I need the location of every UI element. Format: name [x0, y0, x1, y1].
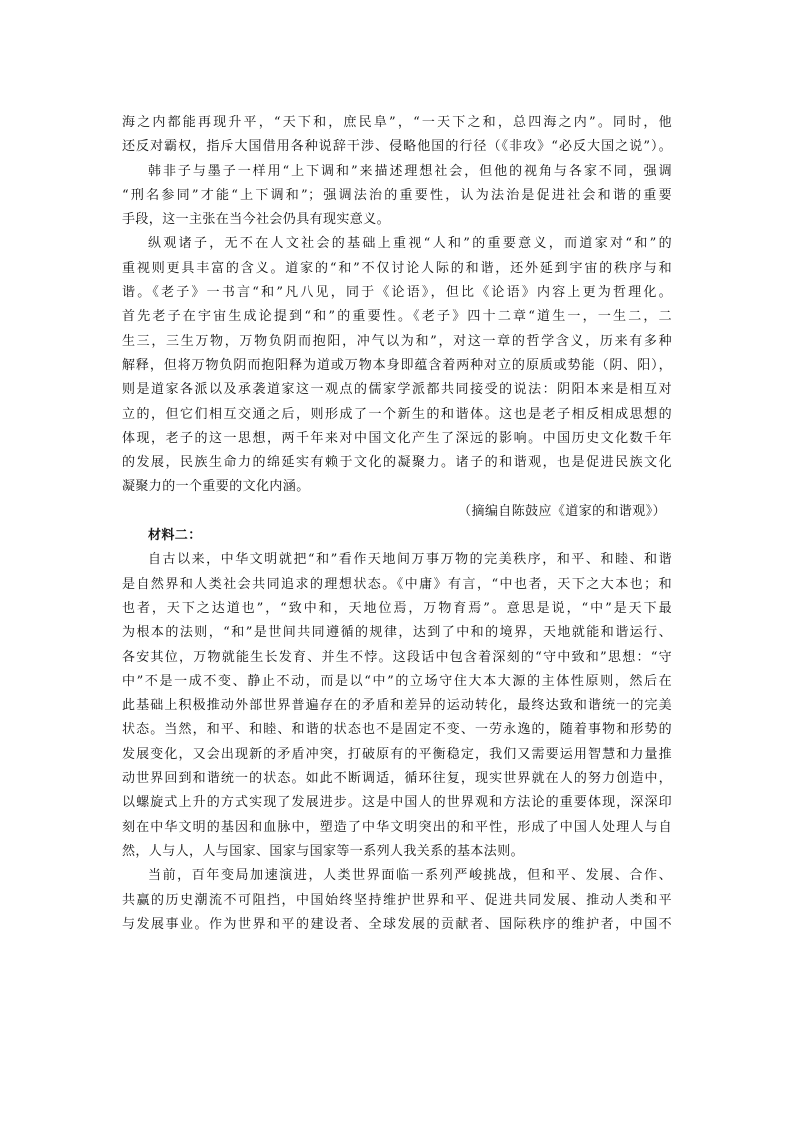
- text-line: 以螺旋式上升的方式实现了发展进步。这是中国人的世界观和方法论的重要体现，深深印: [122, 795, 672, 811]
- paragraph-end-line: 手段，这一主张在当今社会仍具有现实意义。: [122, 212, 391, 228]
- text-line: 首先老子在宇宙生成论提到“和”的重要性。《老子》四十二章“道生一，一生二，二: [122, 309, 672, 325]
- text-line: 与发展事业。作为世界和平的建设者、全球发展的贡献者、国际秩序的维护者，中国不: [122, 916, 672, 932]
- text-line: 此基础上积极推动外部世界普遍存在的矛盾和差异的运动转化，最终达致和谐统一的完美: [122, 698, 672, 714]
- paragraph-start-line: 纵观诸子，无不在人文社会的基础上重视“人和”的重要意义，而道家对“和”的: [148, 236, 672, 252]
- paragraph-end-line: 然，人与人，人与国家、国家与国家等一系列人我关系的基本法则。: [122, 843, 525, 859]
- text-line: 生三，三生万物，万物负阴而抱阳，冲气以为和”，对这一章的哲学含义，历来有多种: [122, 333, 672, 349]
- text-line: 发展变化，又会出现新的矛盾冲突，打破原有的平衡稳定，我们又需要运用智慧和力量推: [122, 746, 672, 762]
- paragraph-start-line: 自古以来，中华文明就把“和”看作天地间万事万物的完美秩序，和平、和睦、和谐: [148, 552, 672, 568]
- text-line: “刑名参同”才能“上下调和”；强调法治的重要性，认为法治是促进社会和谐的重要: [122, 187, 672, 203]
- text-line: 还反对霸权，指斥大国借用各种说辞干涉、侵略他国的行径（《非攻》“必反大国之说”）。: [122, 139, 672, 155]
- text-line: 谐。《老子》一书言“和”凡八见，同于《论语》，但比《论语》内容上更为哲理化。: [122, 285, 672, 301]
- text-line: 重视则更具丰富的含义。道家的“和”不仅讨论人际的和谐，还外延到宇宙的秩序与和: [122, 260, 672, 276]
- text-line: 刻在中华文明的基因和血脉中，塑造了中华文明突出的和平性，形成了中国人处理人与自: [122, 819, 672, 835]
- text-line: 动世界回到和谐统一的状态。如此不断调适，循环往复，现实世界就在人的努力创造中，: [122, 771, 672, 787]
- text-line: 体现，老子的这一思想，两千年来对中国文化产生了深远的影响。中国历史文化数千年: [122, 430, 672, 446]
- text-line: 各安其位，万物就能生长发育、并生不悖。这段话中包含着深刻的“守中致和”思想：“守: [122, 649, 672, 665]
- text-line: 立的，但它们相互交通之后，则形成了一个新生的和谐体。这也是老子相反相成思想的: [122, 406, 672, 422]
- text-line: 是自然界和人类社会共同追求的理想状态。《中庸》有言，“中也者，天下之大本也；和: [122, 576, 672, 592]
- text-line: 海之内都能再现升平，“天下和，庶民阜”，“一天下之和，总四海之内”。同时，他: [122, 115, 672, 130]
- text-line: 中”不是一成不变、静止不动，而是以“中”的立场守住大本大源的主体性原则，然后在: [122, 673, 672, 689]
- text-line: 状态。当然，和平、和睦、和谐的状态也不是固定不变、一劳永逸的，随着事物和形势的: [122, 722, 672, 738]
- text-line: 解释，但将万物负阴而抱阳释为道或万物本身即蕴含着两种对立的原质或势能（阴、阳），: [122, 357, 672, 373]
- section-heading: 材料二：: [148, 528, 202, 544]
- paragraph-start-line: 当前，百年变局加速演进，人类世界面临一系列严峻挑战，但和平、发展、合作、: [148, 868, 672, 884]
- text-line: 也者，天下之达道也”，“致中和，天地位焉，万物育焉”。意思是说，“中”是天下最: [122, 600, 672, 616]
- text-line: 共赢的历史潮流不可阻挡，中国始终坚持维护世界和平、促进共同发展、推动人类和平: [122, 892, 672, 908]
- paragraph-end-line: 凝聚力的一个重要的文化内涵。: [122, 479, 310, 495]
- paragraph-start-line: 韩非子与墨子一样用“上下调和”来描述理想社会，但他的视角与各家不同，强调: [148, 163, 672, 179]
- text-line: 为根本的法则，“和”是世间共同遵循的规律，达到了中和的境界，天地就能和谐运行、: [122, 625, 672, 641]
- text-line: 的发展，民族生命力的绵延实有赖于文化的凝聚力。诸子的和谐观，也是促进民族文化: [122, 455, 672, 471]
- text-line: 则是道家各派以及承袭道家这一观点的儒家学派都共同接受的说法：阴阳本来是相互对: [122, 382, 672, 398]
- source-citation: （摘编自陈鼓应《道家的和谐观》）: [458, 503, 666, 519]
